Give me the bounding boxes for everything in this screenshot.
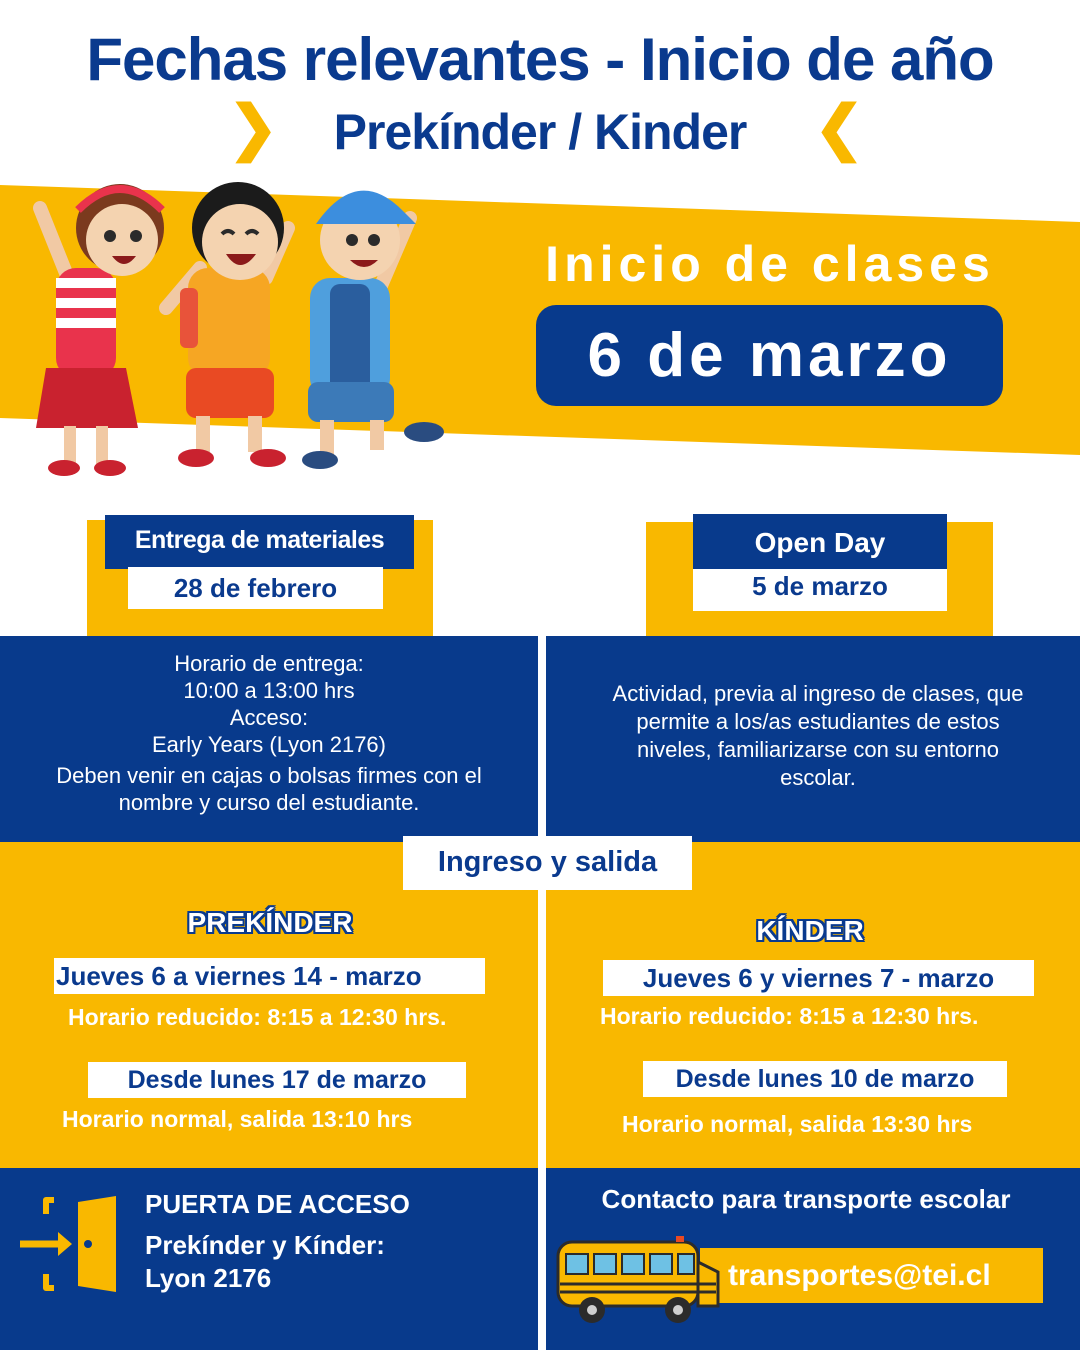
transport-heading: Contacto para transporte escolar: [601, 1184, 1011, 1214]
prekinder-heading: PREKÍNDER: [187, 907, 353, 938]
kinder-heading: KÍNDER: [756, 915, 864, 946]
door-enter-icon: [18, 1192, 122, 1296]
kinder-range1: Jueves 6 y viernes 7 - marzo: [603, 960, 1034, 996]
chevron-left-icon: ❮: [814, 94, 865, 161]
hero-label: Inicio de clases: [545, 236, 995, 292]
materials-date: 28 de febrero: [128, 567, 383, 609]
prekinder-range2: Desde lunes 17 de marzo: [88, 1062, 466, 1098]
materials-label: Entrega de materiales: [105, 515, 414, 569]
access-line1: Prekínder y Kínder:: [145, 1230, 385, 1260]
kinder-hours1: Horario reducido: 8:15 a 12:30 hrs.: [600, 1003, 979, 1029]
children-illustration: [20, 168, 460, 488]
transport-email[interactable]: transportes@tei.cl: [728, 1259, 991, 1292]
openday-date: 5 de marzo: [693, 569, 947, 611]
chevron-right-icon: ❯: [228, 94, 279, 161]
prekinder-range1: Jueves 6 a viernes 14 - marzo: [54, 958, 485, 994]
kinder-range2: Desde lunes 10 de marzo: [643, 1061, 1007, 1097]
schedule-label: Ingreso y salida: [403, 836, 692, 890]
materials-line: Horario de entrega:: [174, 651, 364, 676]
school-bus-icon: [552, 1232, 726, 1332]
materials-info: [20, 650, 518, 816]
openday-label: Open Day: [693, 514, 947, 570]
materials-line: 10:00 a 13:00 hrs: [183, 678, 355, 703]
openday-description: Actividad, previa al ingreso de clases, que permite a los/as estudiantes de estos niveles, familiarizarse con su entorno escolar.: [612, 681, 1024, 790]
page-title: Fechas relevantes - Inicio de año: [86, 26, 994, 93]
materials-line: Acceso:: [229, 705, 309, 730]
kinder-hours2: Horario normal, salida 13:30 hrs: [622, 1111, 973, 1137]
materials-note: Deben venir en cajas o bolsas firmes con el nombre y curso del estudiante.: [56, 763, 482, 815]
page-subtitle: Prekínder / Kinder: [333, 104, 747, 160]
materials-line: Early Years (Lyon 2176): [152, 732, 386, 757]
access-line2: Lyon 2176: [145, 1263, 272, 1293]
hero-date: 6 de marzo: [536, 305, 1003, 406]
prekinder-hours2: Horario normal, salida 13:10 hrs: [62, 1106, 413, 1132]
access-heading: PUERTA DE ACCESO: [145, 1189, 410, 1219]
prekinder-hours1: Horario reducido: 8:15 a 12:30 hrs.: [68, 1004, 447, 1030]
